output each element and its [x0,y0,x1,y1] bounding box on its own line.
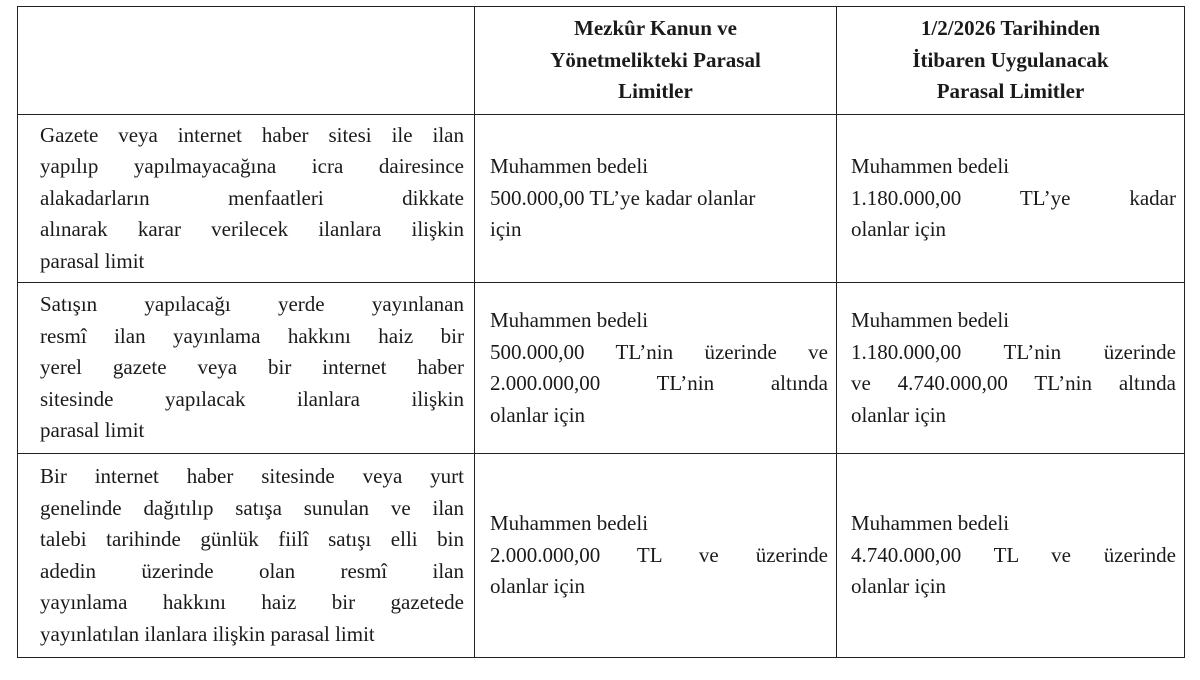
current-limit-line: için [490,217,522,242]
description-line: Gazete veya internet haber sitesi ile ilan [40,122,464,147]
current-limit-line: 500.000,00 TL’ye kadar olanlar [490,185,756,210]
updated-limit-line: olanlar için [851,574,947,599]
current-limit-line: olanlar için [490,402,586,427]
header-updated-limits [837,7,1185,115]
header-updated-line: İtibaren Uygulanacak [912,47,1109,72]
current-limit-line: Muhammen bedeli [490,154,649,179]
header-row [18,7,1185,115]
updated-limit-line: olanlar için [851,217,947,242]
description-line: yayınlama hakkını haiz bir gazetede [40,590,464,614]
current-limit-line: Muhammen bedeli [490,511,649,536]
current-limit-line: olanlar için [490,574,586,599]
description-line: parasal limit [40,418,145,443]
updated-limit-line: Muhammen bedeli [851,511,1010,536]
row-description [18,283,475,454]
row-description [18,115,475,283]
description-line: yerel gazete veya bir internet haber [40,355,464,380]
description-line: yapılıp yapılmayacağına icra dairesince [40,154,464,179]
monetary-limits-table [17,6,1185,658]
current-limit-cell [475,283,837,454]
table-row [18,454,1185,658]
updated-limit-line: olanlar için [851,402,947,427]
table-row [18,283,1185,454]
current-limit-cell [475,454,837,658]
row-description [18,454,475,658]
description-line: alakadarların menfaatleri dikkate [40,185,464,210]
header-current-line: Mezkûr Kanun ve [574,16,737,41]
description-line: Bir internet haber sitesinde veya yurt [40,464,464,488]
updated-limit-cell [837,115,1185,283]
current-limit-cell [475,115,837,283]
description-line: Satışın yapılacağı yerde yayınlanan [40,292,464,317]
current-limit-line: 500.000,00 TL’nin üzerinde ve [490,339,828,364]
updated-limit-line: 1.180.000,00 TL’ye kadar [851,185,1176,210]
description-line: alınarak karar verilecek ilanlara ilişkin [40,217,464,242]
table-row [18,115,1185,283]
current-limit-line: Muhammen bedeli [490,308,649,332]
header-current-line: Limitler [618,79,693,104]
header-current-limits [475,7,837,115]
updated-limit-cell [837,283,1185,454]
updated-limit-line: Muhammen bedeli [851,154,1010,179]
header-updated-line: Parasal Limitler [936,79,1085,104]
header-current-line: Yönetmelikteki Parasal [550,47,761,72]
description-line: sitesinde yapılacak ilanlara ilişkin [40,386,464,411]
description-line: adedin üzerinde olan resmî ilan [40,558,464,583]
description-line: talebi tarihinde günlük fiilî satışı elli bin [40,527,464,551]
header-updated-line: 1/2/2026 Tarihinden [920,16,1101,41]
description-line: yayınlatılan ilanlara ilişkin parasal limit [40,621,375,646]
updated-limit-line: Muhammen bedeli [851,308,1010,332]
description-line: resmî ilan yayınlama hakkını haiz bir [40,323,464,348]
updated-limit-line: ve 4.740.000,00 TL’nin altında [851,371,1176,395]
description-line: parasal limit [40,248,145,273]
current-limit-line: 2.000.000,00 TL ve üzerinde [490,542,828,567]
updated-limit-cell [837,454,1185,658]
updated-limit-line: 1.180.000,00 TL’nin üzerinde [851,339,1176,364]
description-line: genelinde dağıtılıp satışa sunulan ve ilan [40,495,464,520]
current-limit-line: 2.000.000,00 TL’nin altında [490,371,828,395]
updated-limit-line: 4.740.000,00 TL ve üzerinde [851,542,1176,567]
empty-corner-cell [18,7,475,115]
